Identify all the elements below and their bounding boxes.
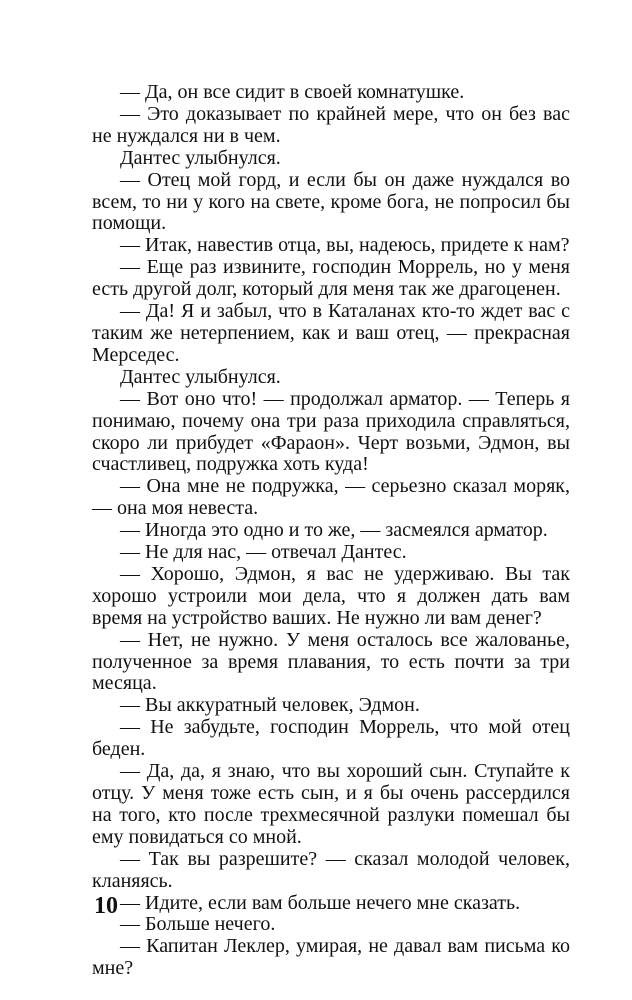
paragraph: Дантес улыбнулся. xyxy=(120,146,281,169)
paragraph: — Да, да, я знаю, что вы хороший сын. Ступайте к отцу. У меня тоже есть сын, и я бы очень рассердился на того, кто после трехмесячной разлуки помешал бы ему повидаться со мной. xyxy=(92,760,570,848)
paragraph: — Она мне не подружка, — серьезно сказал моряк, — она моя невеста. xyxy=(92,475,570,520)
paragraph: Дантес улыбнулся. xyxy=(120,365,281,388)
paragraph: — Это доказывает по крайней мере, что он без вас не нуждался ни в чем. xyxy=(92,102,570,147)
paragraph: — Да, он все сидит в своей комнатушке. xyxy=(120,81,465,103)
paragraph: — Итак, навестив отца, вы, надеюсь, придете к нам? xyxy=(120,234,570,257)
paragraph: — Вы аккуратный человек, Эдмон. xyxy=(120,694,420,717)
paragraph: — Так вы разрешите? — сказал молодой человек, кланяясь. xyxy=(92,847,570,892)
paragraph: — Отец мой горд, и если бы он даже нуждался во всем, то ни у кого на свете, кроме бога, не попросил бы помощи. xyxy=(92,168,570,235)
paragraph: — Вот оно что! — продолжал арматор. — Теперь я понимаю, почему она три раза приходила справляться, скоро ли прибудет «Фараон». Черт возьми, Эдмон, вы счастливец, подружка хоть куда! xyxy=(92,387,570,476)
paragraph: — Нет, не нужно. У меня осталось все жалованье, полученное за время плавания, то есть почти за три месяца. xyxy=(92,628,570,695)
paragraph: — Капитан Леклер, умирая, не давал вам письма ко мне? xyxy=(92,935,570,980)
paragraph: — Еще раз извините, господин Моррель, но у меня есть другой долг, который для меня так же драгоценен. xyxy=(92,256,570,301)
paragraph: — Да! Я и забыл, что в Каталанах кто-то ждет вас с таким же нетерпением, как и ваш отец, — прекрасная Мерседес. xyxy=(92,300,570,366)
paragraph: — Больше нечего. xyxy=(120,913,276,936)
paragraph: — Не забудьте, господин Моррель, что мой отец беден. xyxy=(92,716,570,761)
paragraph: — Хорошо, Эдмон, я вас не удерживаю. Вы так хорошо устроили мои дела, что я должен дать вам время на устройство ваших. Не нужно ли вам денег? xyxy=(92,562,570,629)
paragraph: — Не для нас, — отвечал Дантес. xyxy=(120,541,407,564)
paragraph: — Идите, если вам больше нечего мне сказать. xyxy=(120,891,521,914)
page-number: 10 xyxy=(94,893,118,919)
paragraph: — Иногда это одно и то же, — засмеялся арматор. xyxy=(120,519,548,542)
page-text xyxy=(92,82,570,980)
